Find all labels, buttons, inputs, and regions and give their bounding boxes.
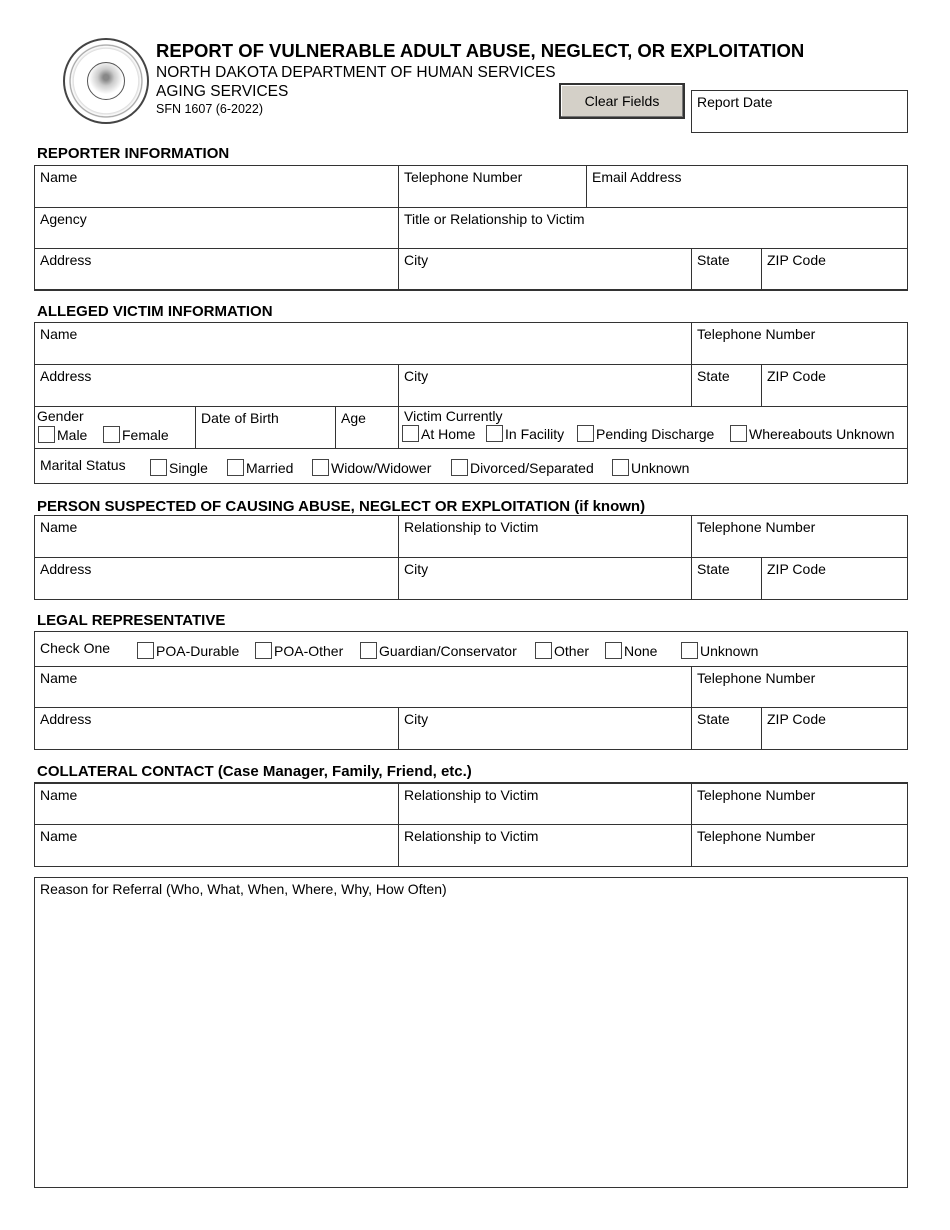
field-label: State bbox=[697, 368, 730, 384]
checkbox-box[interactable] bbox=[681, 642, 698, 659]
suspect-city-field[interactable] bbox=[398, 557, 692, 600]
checkbox-box[interactable] bbox=[227, 459, 244, 476]
checkbox-box[interactable] bbox=[137, 642, 154, 659]
checkbox-label: Unknown bbox=[631, 459, 690, 476]
collateral-relationship-field[interactable] bbox=[398, 824, 692, 867]
reporter-name-field[interactable] bbox=[34, 165, 399, 208]
field-label: Name bbox=[40, 670, 78, 686]
suspect-heading: PERSON SUSPECTED OF CAUSING ABUSE, NEGLECT OR EXPLOITATION (if known) bbox=[37, 498, 646, 515]
victim-age-field[interactable] bbox=[335, 406, 399, 449]
marital-status-group bbox=[34, 448, 908, 484]
checkbox-box[interactable] bbox=[312, 459, 329, 476]
checkbox-box[interactable] bbox=[535, 642, 552, 659]
marital-unknown-checkbox[interactable] bbox=[612, 459, 689, 476]
checkbox-label: Whereabouts Unknown bbox=[749, 425, 895, 442]
suspect-zip-field[interactable] bbox=[761, 557, 908, 600]
field-label: Relationship to Victim bbox=[404, 787, 539, 803]
checkbox-label: At Home bbox=[421, 425, 476, 442]
collateral-telephone-field[interactable] bbox=[691, 782, 908, 825]
field-label: Relationship to Victim bbox=[404, 519, 539, 535]
legal-zip-field[interactable] bbox=[761, 707, 908, 750]
checkbox-box[interactable] bbox=[38, 426, 55, 443]
victim-name-field[interactable] bbox=[34, 322, 692, 365]
reporter-heading: REPORTER INFORMATION bbox=[37, 145, 230, 162]
checkbox-label: Male bbox=[57, 426, 88, 443]
field-label: City bbox=[404, 252, 429, 268]
field-label: City bbox=[404, 368, 429, 384]
field-label: Telephone Number bbox=[697, 326, 816, 342]
field-label: Name bbox=[40, 326, 78, 342]
legal-address-field[interactable] bbox=[34, 707, 399, 750]
gender-female-checkbox[interactable] bbox=[103, 426, 169, 443]
checkbox-box[interactable] bbox=[451, 459, 468, 476]
field-label: Marital Status bbox=[40, 457, 126, 473]
reporter-telephone-field[interactable] bbox=[398, 165, 587, 208]
state-seal bbox=[63, 38, 149, 124]
field-label: Address bbox=[40, 711, 92, 727]
checkbox-label: Unknown bbox=[700, 642, 759, 659]
checkbox-label: POA-Other bbox=[274, 642, 344, 659]
checkbox-label: Pending Discharge bbox=[596, 425, 715, 442]
field-label: Name bbox=[40, 787, 78, 803]
field-label: Telephone Number bbox=[697, 787, 816, 803]
clear-fields-button[interactable]: Clear Fields bbox=[559, 83, 685, 119]
checkbox-label: POA-Durable bbox=[156, 642, 240, 659]
field-label: Name bbox=[40, 828, 78, 844]
field-label: ZIP Code bbox=[767, 711, 826, 727]
form-title: REPORT OF VULNERABLE ADULT ABUSE, NEGLECT, OR EXPLOITATION bbox=[156, 40, 805, 61]
checkbox-label: In Facility bbox=[505, 425, 565, 442]
field-label: City bbox=[404, 561, 429, 577]
legal-check-group bbox=[34, 631, 908, 667]
department-name: NORTH DAKOTA DEPARTMENT OF HUMAN SERVICES bbox=[156, 64, 556, 81]
checkbox-box[interactable] bbox=[255, 642, 272, 659]
checkbox-box[interactable] bbox=[605, 642, 622, 659]
field-label: Telephone Number bbox=[697, 519, 816, 535]
field-label: State bbox=[697, 561, 730, 577]
field-label: Check One bbox=[40, 640, 111, 656]
at-home-checkbox[interactable] bbox=[402, 425, 475, 442]
reporter-agency-field[interactable] bbox=[34, 207, 399, 249]
checkbox-box[interactable] bbox=[402, 425, 419, 442]
checkbox-box[interactable] bbox=[486, 425, 503, 442]
suspect-state-field[interactable] bbox=[691, 557, 762, 600]
collateral-heading: COLLATERAL CONTACT (Case Manager, Family, Friend, etc.) bbox=[37, 763, 472, 780]
legal-none-checkbox[interactable] bbox=[605, 642, 657, 659]
legal-other-checkbox[interactable] bbox=[535, 642, 589, 659]
legal-name-field[interactable] bbox=[34, 666, 692, 708]
legal-heading: LEGAL REPRESENTATIVE bbox=[37, 612, 226, 629]
reporter-email-field[interactable] bbox=[586, 165, 908, 208]
gender-male-checkbox[interactable] bbox=[38, 426, 87, 443]
legal-telephone-field[interactable] bbox=[691, 666, 908, 708]
report-date-field[interactable] bbox=[691, 90, 908, 133]
marital-divorced-checkbox[interactable] bbox=[451, 459, 594, 476]
field-label: Age bbox=[341, 410, 366, 426]
reporter-address-field[interactable] bbox=[34, 248, 399, 291]
victim-zip-field[interactable] bbox=[761, 364, 908, 407]
collateral-name-field[interactable] bbox=[34, 824, 399, 867]
collateral-relationship-field[interactable] bbox=[398, 782, 692, 825]
field-label: Name bbox=[40, 169, 78, 185]
checkbox-box[interactable] bbox=[577, 425, 594, 442]
legal-state-field[interactable] bbox=[691, 707, 762, 750]
checkbox-label: Other bbox=[554, 642, 590, 659]
reporter-zip-field[interactable] bbox=[761, 248, 908, 291]
poa-durable-checkbox[interactable] bbox=[137, 642, 239, 659]
poa-other-checkbox[interactable] bbox=[255, 642, 343, 659]
field-label: Email Address bbox=[592, 169, 682, 185]
victim-heading: ALLEGED VICTIM INFORMATION bbox=[37, 303, 273, 320]
checkbox-label: Divorced/Separated bbox=[470, 459, 594, 476]
field-label: Date of Birth bbox=[201, 410, 279, 426]
victim-dob-field[interactable] bbox=[195, 406, 336, 449]
victim-address-field[interactable] bbox=[34, 364, 399, 407]
seal-emblem bbox=[87, 62, 125, 100]
field-label: Telephone Number bbox=[697, 828, 816, 844]
field-label: Victim Currently bbox=[404, 408, 503, 424]
suspect-relationship-field[interactable] bbox=[398, 515, 692, 558]
referral-reason-field[interactable] bbox=[34, 877, 908, 1188]
legal-unknown-checkbox[interactable] bbox=[681, 642, 758, 659]
victim-city-field[interactable] bbox=[398, 364, 692, 407]
whereabouts-unknown-checkbox[interactable] bbox=[730, 425, 895, 442]
field-label: ZIP Code bbox=[767, 368, 826, 384]
guardian-conservator-checkbox[interactable] bbox=[360, 642, 517, 659]
checkbox-label: Guardian/Conservator bbox=[379, 642, 517, 659]
report-date-label: Report Date bbox=[697, 94, 773, 110]
checkbox-label: Married bbox=[246, 459, 294, 476]
legal-city-field[interactable] bbox=[398, 707, 692, 750]
field-label: Address bbox=[40, 368, 92, 384]
field-label: Gender bbox=[37, 408, 84, 424]
field-label: ZIP Code bbox=[767, 561, 826, 577]
checkbox-box[interactable] bbox=[150, 459, 167, 476]
suspect-telephone-field[interactable] bbox=[691, 515, 908, 558]
checkbox-box[interactable] bbox=[360, 642, 377, 659]
marital-married-checkbox[interactable] bbox=[227, 459, 293, 476]
reporter-state-field[interactable] bbox=[691, 248, 762, 291]
checkbox-box[interactable] bbox=[612, 459, 629, 476]
field-label: City bbox=[404, 711, 429, 727]
field-label: State bbox=[697, 252, 730, 268]
collateral-name-field[interactable] bbox=[34, 782, 399, 825]
victim-state-field[interactable] bbox=[691, 364, 762, 407]
field-label: Name bbox=[40, 519, 78, 535]
suspect-address-field[interactable] bbox=[34, 557, 399, 600]
pending-discharge-checkbox[interactable] bbox=[577, 425, 714, 442]
field-label: Agency bbox=[40, 211, 87, 227]
victim-gender-group bbox=[34, 406, 196, 449]
field-label: Telephone Number bbox=[404, 169, 523, 185]
field-label: Telephone Number bbox=[697, 670, 816, 686]
field-label: State bbox=[697, 711, 730, 727]
reporter-title-field[interactable] bbox=[398, 207, 908, 249]
checkbox-box[interactable] bbox=[730, 425, 747, 442]
checkbox-label: Female bbox=[122, 426, 169, 443]
field-label: Title or Relationship to Victim bbox=[404, 211, 585, 227]
victim-currently-group bbox=[398, 406, 908, 449]
division-name: AGING SERVICES bbox=[156, 83, 289, 100]
field-label: Address bbox=[40, 252, 92, 268]
checkbox-label: None bbox=[624, 642, 658, 659]
field-label: ZIP Code bbox=[767, 252, 826, 268]
marital-single-checkbox[interactable] bbox=[150, 459, 208, 476]
checkbox-label: Widow/Widower bbox=[331, 459, 432, 476]
in-facility-checkbox[interactable] bbox=[486, 425, 564, 442]
marital-widow-checkbox[interactable] bbox=[312, 459, 431, 476]
form-number: SFN 1607 (6-2022) bbox=[156, 102, 264, 116]
suspect-name-field[interactable] bbox=[34, 515, 399, 558]
field-label: Reason for Referral (Who, What, When, Where, Why, How Often) bbox=[40, 881, 447, 897]
field-label: Relationship to Victim bbox=[404, 828, 539, 844]
field-label: Address bbox=[40, 561, 92, 577]
victim-telephone-field[interactable] bbox=[691, 322, 908, 365]
reporter-city-field[interactable] bbox=[398, 248, 692, 291]
checkbox-label: Single bbox=[169, 459, 208, 476]
collateral-telephone-field[interactable] bbox=[691, 824, 908, 867]
checkbox-box[interactable] bbox=[103, 426, 120, 443]
